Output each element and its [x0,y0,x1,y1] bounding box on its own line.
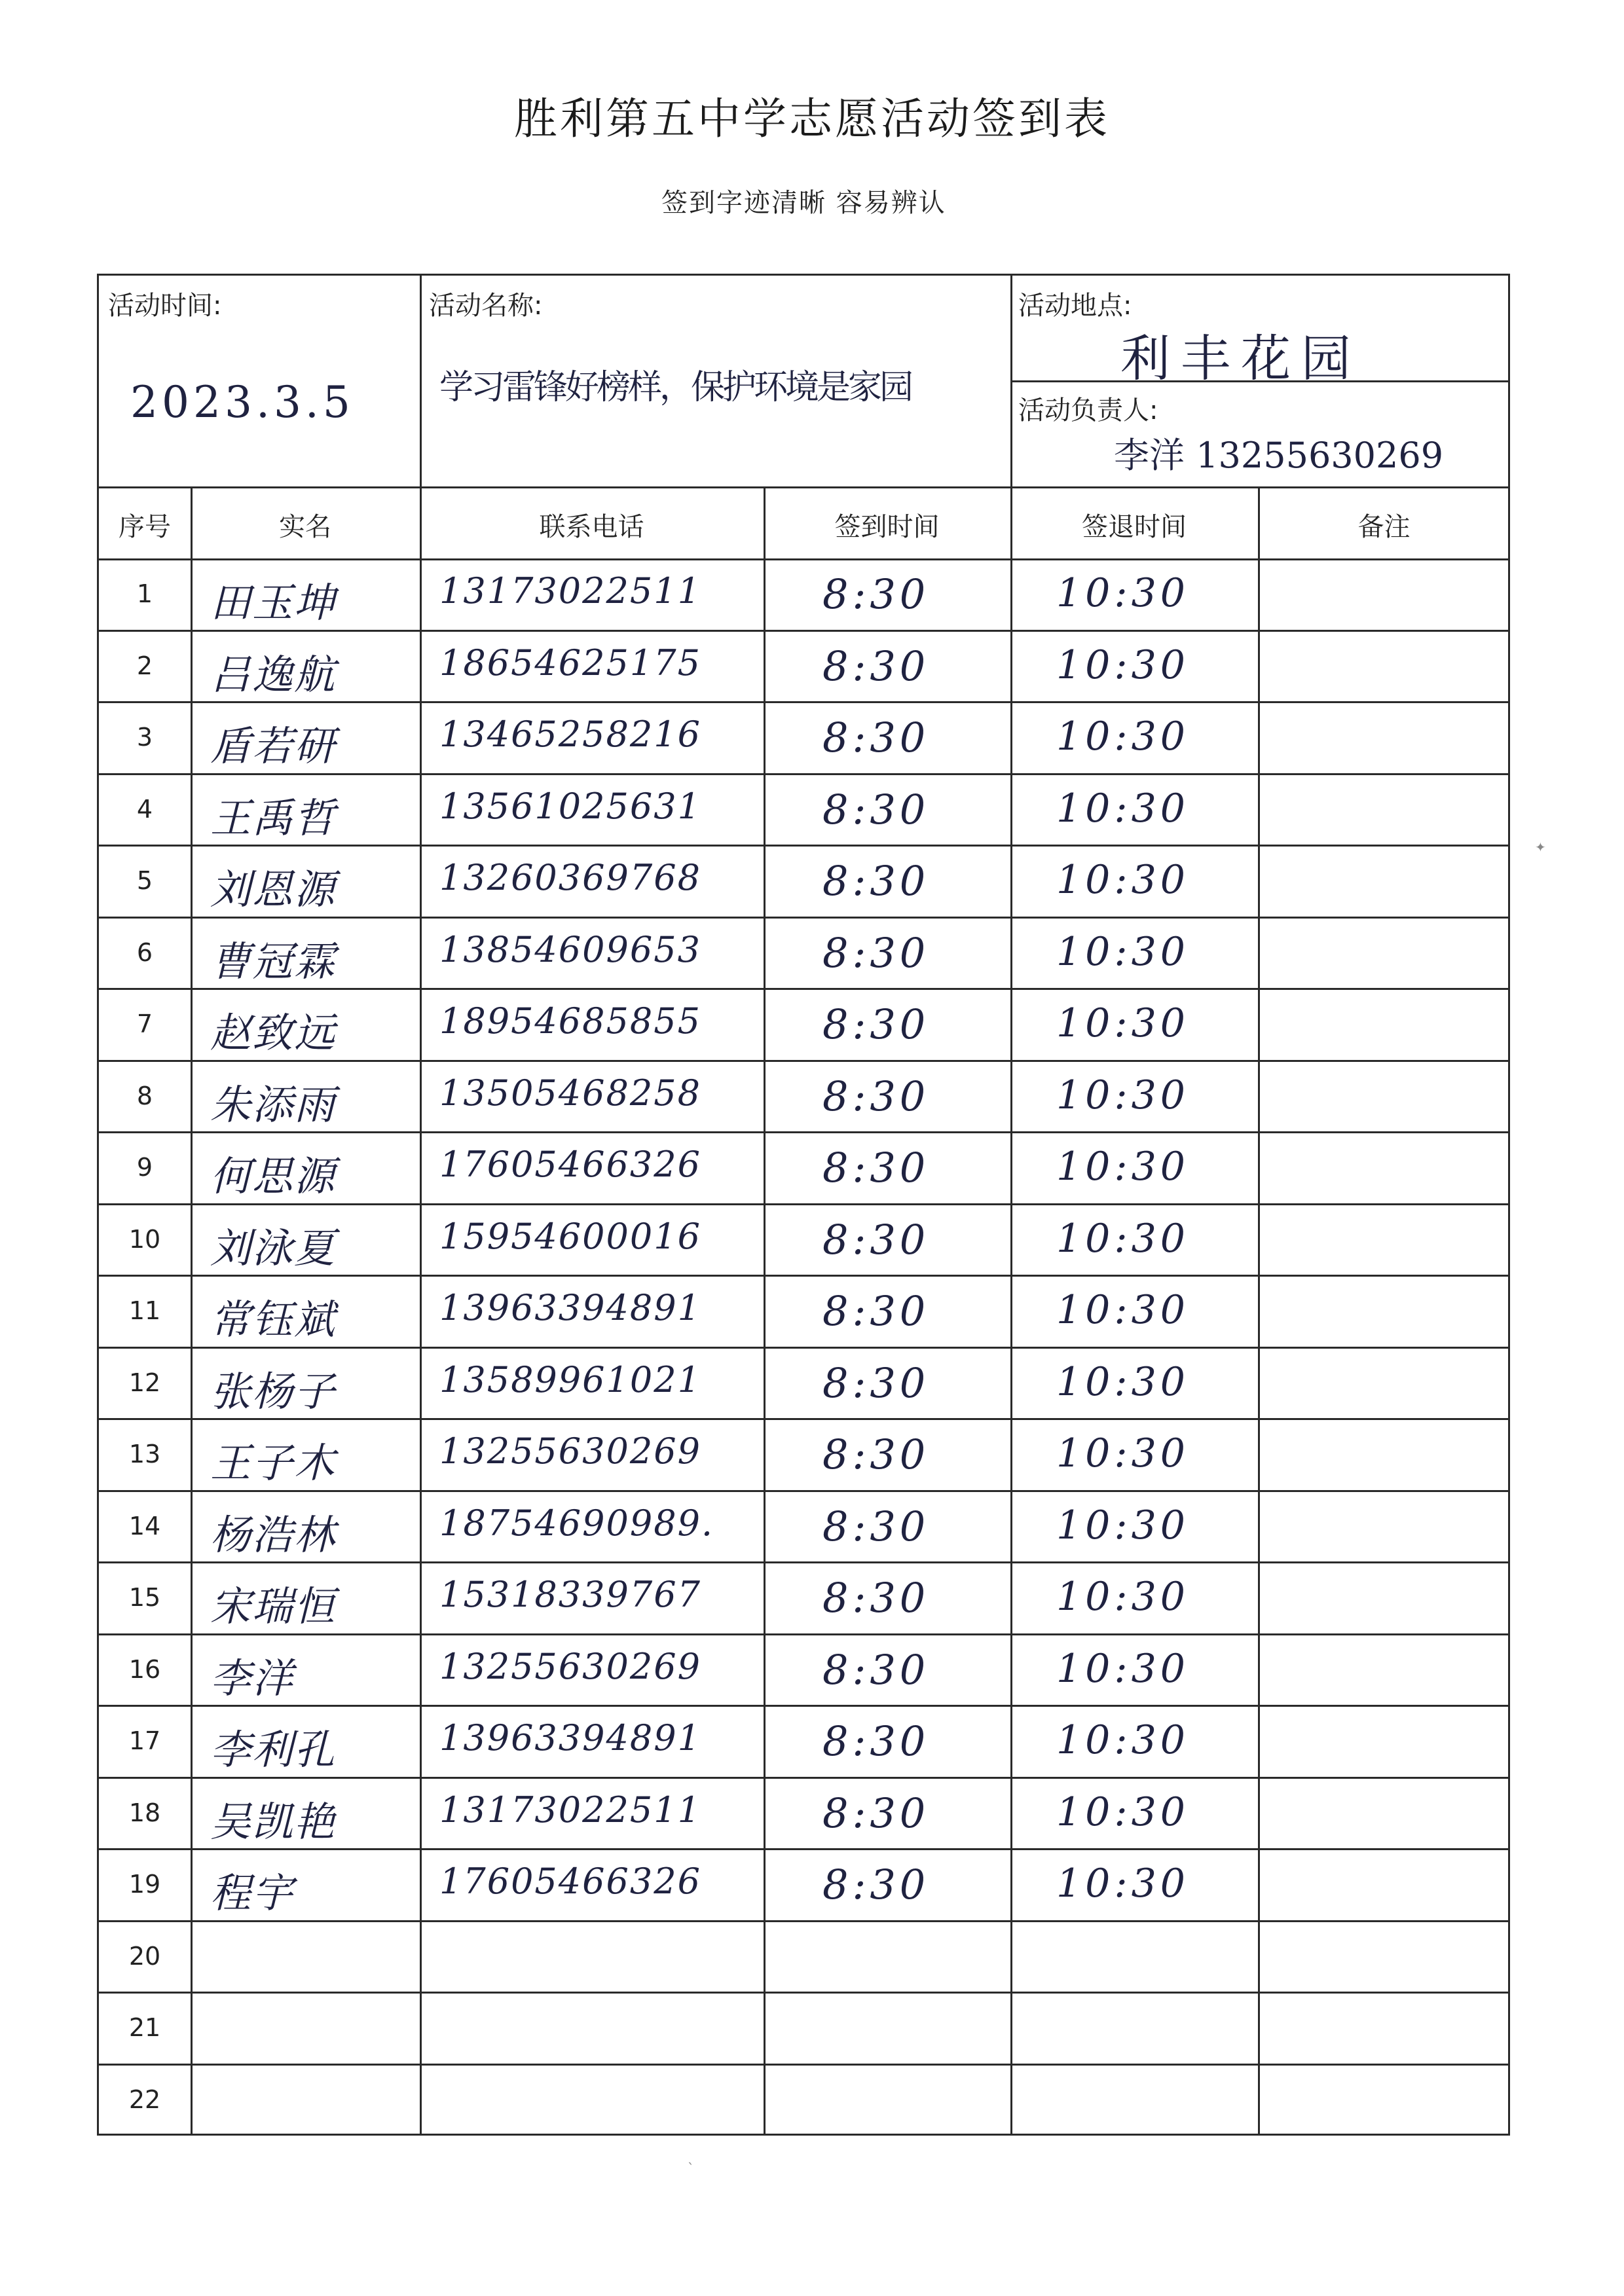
row-name: 李利孔 [210,1726,337,1774]
row-index: 2 [136,651,153,680]
row-index: 6 [136,938,153,967]
row-index: 9 [136,1153,153,1182]
row-name: 曹冠霖 [210,937,337,985]
row-phone: 13465258216 [439,714,701,755]
row-out: 10:30 [1056,1574,1189,1620]
row-name: 刘恩源 [210,866,337,913]
table-row [99,1275,1510,1347]
header-signout-time: 签退时间 [1082,512,1187,542]
signin-table [99,486,1510,2136]
activity-time-value: 2023.3.5 [130,377,354,428]
table-row [99,989,1510,1061]
row-phone: 13561025631 [439,785,701,827]
header-name: 实名 [279,512,331,542]
row-name: 何思源 [210,1152,337,1200]
row-index: 5 [136,866,153,895]
row-index: 22 [128,2085,161,2114]
row-in: 8:30 [822,1502,930,1550]
row-out: 10:30 [1056,1789,1189,1835]
row-in: 8:30 [822,570,930,618]
scan-mark: ˋ [688,2160,694,2176]
header-note: 备注 [1357,512,1411,542]
row-out: 10:30 [1056,1502,1189,1548]
row-name: 李洋 [210,1654,295,1702]
row-index: 14 [128,1511,161,1540]
header-index: 序号 [119,512,171,542]
row-phone: 15954600016 [439,1215,701,1257]
row-index: 10 [128,1224,161,1254]
row-in: 8:30 [822,1789,930,1837]
row-index: 19 [128,1870,161,1899]
signin-sheet [97,274,1510,2136]
activity-name-value: 学习雷锋好榜样，保护环境是家园 [439,368,912,407]
table-row [99,1562,1510,1634]
row-phone: 13505468258 [439,1072,701,1114]
table-row [99,1419,1510,1491]
table-row [99,1061,1510,1133]
row-out: 10:30 [1056,714,1189,759]
row-out: 10:30 [1056,1144,1189,1190]
row-name: 朱添雨 [210,1080,337,1129]
row-in: 8:30 [822,1645,930,1694]
row-in: 8:30 [822,1000,930,1048]
row-index: 15 [128,1583,161,1612]
row-out: 10:30 [1056,1072,1189,1118]
row-index: 4 [136,794,153,824]
row-name: 杨浩林 [210,1510,337,1559]
row-in: 8:30 [822,1358,930,1407]
row-out: 10:30 [1056,1358,1189,1405]
table-row [99,917,1510,989]
row-phone: 18954685855 [439,1000,701,1042]
row-name: 吕逸航 [210,650,337,699]
row-phone: 13854609653 [439,928,701,970]
activity-name-label: 活动名称: [429,291,543,321]
row-index: 21 [128,2013,161,2042]
row-in: 8:30 [822,1287,930,1335]
row-in: 8:30 [822,1430,930,1478]
row-index: 20 [128,1941,161,1971]
row-in: 8:30 [822,714,930,761]
page-title: 胜利第五中学志愿活动签到表 [514,94,1110,144]
row-name: 王子木 [210,1439,337,1487]
row-in: 8:30 [822,857,930,905]
row-out: 10:30 [1056,1861,1189,1906]
row-name: 常钰斌 [210,1296,337,1343]
row-out: 10:30 [1056,928,1189,975]
row-in: 8:30 [822,785,930,833]
table-row [99,1705,1510,1777]
table-row [99,702,1510,774]
table-row [99,1347,1510,1419]
row-name: 程宇 [210,1869,295,1917]
table-row [99,558,1510,630]
row-out: 10:30 [1056,785,1189,831]
table-row [99,1921,1510,1993]
row-phone: 13255630269 [439,1430,701,1472]
row-out: 10:30 [1056,642,1189,688]
row-index: 13 [128,1440,161,1468]
table-row [99,1849,1510,1921]
row-phone: 13589961021 [439,1358,701,1400]
row-name: 宋瑞恒 [210,1582,337,1630]
header-phone: 联系电话 [539,512,644,542]
row-index: 1 [136,579,153,608]
row-in: 8:30 [822,1717,930,1765]
row-out: 10:30 [1056,1215,1189,1262]
row-phone: 17605466326 [439,1861,701,1902]
row-out: 10:30 [1056,1000,1189,1046]
row-index: 16 [128,1654,161,1684]
header-signin-time: 签到时间 [834,512,940,542]
row-index: 7 [136,1010,153,1038]
row-name: 张杨子 [210,1367,337,1415]
row-in: 8:30 [822,928,930,977]
table-row [99,1992,1510,2064]
table-row [99,1634,1510,1706]
row-phone: 13963394891 [439,1287,701,1328]
row-name: 吴凯艳 [210,1797,337,1846]
row-name: 刘泳夏 [210,1224,337,1272]
row-index: 18 [128,1798,161,1827]
table-row [99,630,1510,702]
row-in: 8:30 [822,1072,930,1120]
table-row [99,774,1510,846]
row-in: 8:30 [822,1574,930,1622]
row-in: 8:30 [822,1215,930,1264]
page-subtitle: 签到字迹清晰 容易辨认 [661,188,946,218]
row-phone: 13173022511 [439,570,701,611]
row-phone: 15318339767 [439,1574,701,1615]
table-row [99,2064,1510,2136]
row-phone: 13255630269 [439,1645,701,1687]
row-index: 3 [136,723,153,752]
activity-leader-value: 李洋 13255630269 [1114,435,1444,476]
row-phone: 18654625175 [439,642,701,683]
row-in: 8:30 [822,642,930,690]
activity-place-label: 活动地点: [1018,291,1132,321]
row-name: 盾若研 [210,722,337,770]
row-index: 12 [128,1368,161,1397]
activity-place-value: 利丰花园 [1120,329,1361,388]
table-row [99,845,1510,917]
row-index: 8 [136,1081,153,1110]
row-out: 10:30 [1056,1287,1189,1333]
row-index: 17 [128,1726,161,1755]
row-out: 10:30 [1056,857,1189,903]
table-row [99,1491,1510,1563]
row-phone: 17605466326 [439,1144,701,1185]
row-phone: 13260369768 [439,857,701,898]
activity-leader-label: 活动负责人: [1018,395,1158,426]
table-row [99,1204,1510,1276]
row-out: 10:30 [1056,1645,1189,1692]
activity-time-label: 活动时间: [108,291,222,321]
row-out: 10:30 [1056,1430,1189,1476]
row-name: 田玉坤 [210,579,337,627]
table-row [99,1777,1510,1850]
row-in: 8:30 [822,1861,930,1908]
row-index: 11 [128,1296,161,1325]
row-in: 8:30 [822,1144,930,1192]
row-out: 10:30 [1056,570,1189,616]
table-row [99,1132,1510,1204]
row-phone: 13963394891 [439,1717,701,1758]
row-out: 10:30 [1056,1717,1189,1763]
row-name: 赵致远 [210,1009,337,1057]
scan-mark: ✦ [1535,839,1546,855]
row-name: 王禹哲 [210,793,337,842]
row-phone: 13173022511 [439,1789,701,1831]
row-phone: 18754690989. [439,1502,714,1544]
